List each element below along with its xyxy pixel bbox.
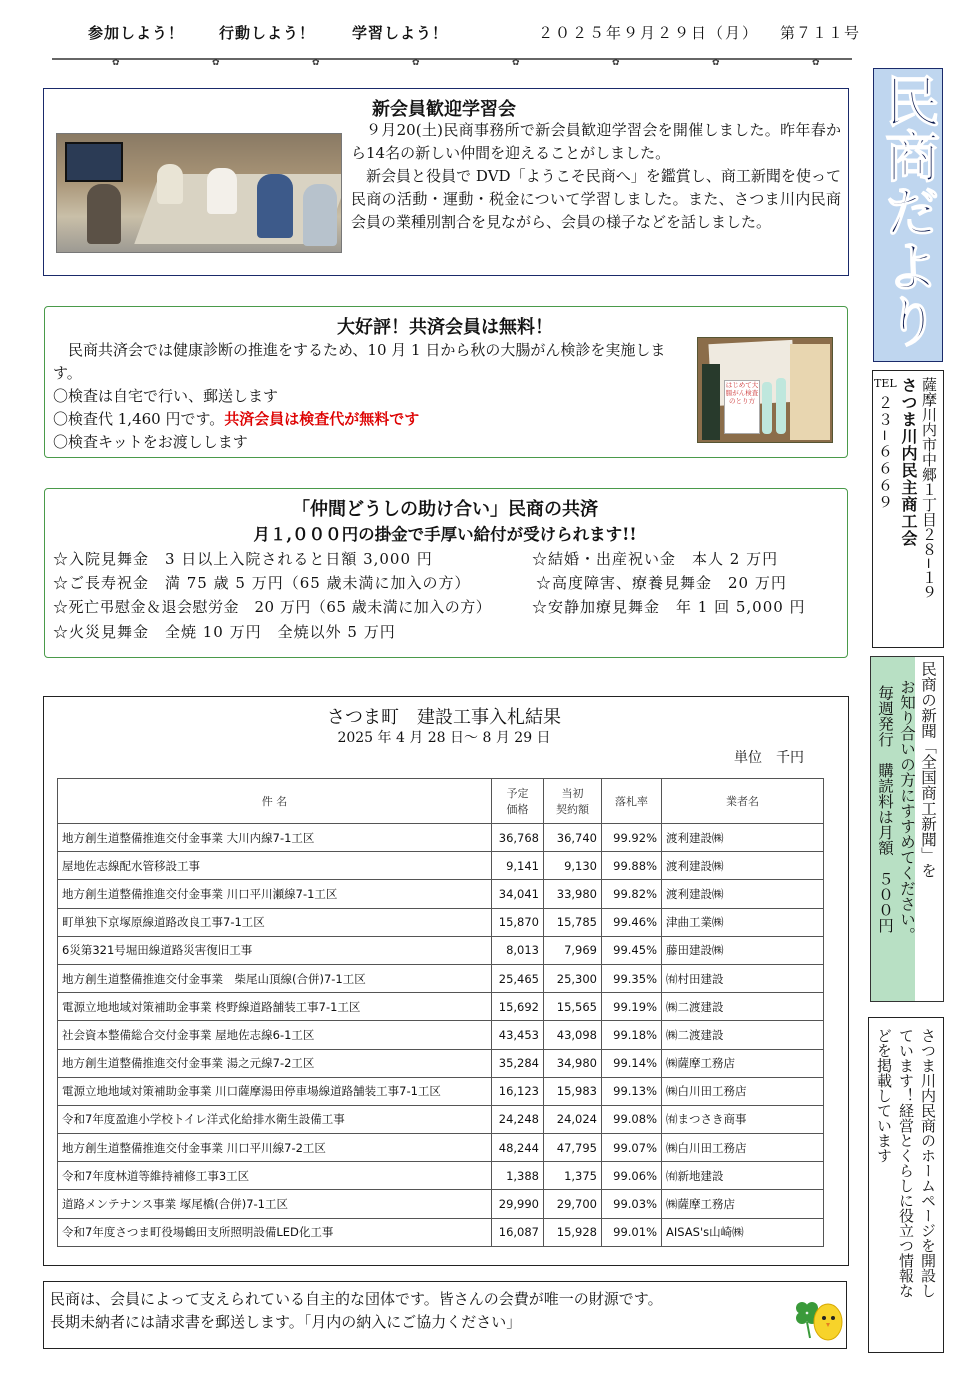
bid-company: 渡利建設㈱: [662, 824, 824, 852]
bid-company: ㈲まつさき商事: [662, 1105, 824, 1133]
table-row: [58, 936, 824, 964]
bid-name: 町単独下京塚原線道路改良工事7-1工区: [58, 908, 492, 936]
bids-unit: 単位 千円: [734, 750, 804, 766]
masthead-title: 民商だより: [876, 73, 940, 348]
bid-rate: 99.01%: [602, 1218, 662, 1246]
article-mutual-aid: [44, 488, 848, 658]
table-row: [58, 993, 824, 1021]
bids-title: さつま町 建設工事入札結果: [327, 707, 561, 728]
bid-name: 電源立地地域対策補助金事業 柊野線道路舗装工事7-1工区: [58, 993, 492, 1021]
bid-company: 藤田建設㈱: [662, 936, 824, 964]
svg-text:✿: ✿: [712, 58, 720, 66]
bid-name: 道路メンテナンス事業 塚尾橋(合併)7-1工区: [58, 1190, 492, 1218]
svg-text:✿: ✿: [812, 58, 820, 66]
svg-text:✿: ✿: [612, 58, 620, 66]
bid-results: [43, 696, 849, 1266]
bid-rate: 99.88%: [602, 852, 662, 880]
benefit-disability: ☆高度障害、療養見舞金 20 万円: [536, 574, 787, 592]
table-row: [58, 852, 824, 880]
bid-contract: 33,980: [544, 880, 602, 908]
bid-name: 地方創生道整備推進交付金事業 大川内線7-1工区: [58, 824, 492, 852]
bid-name: 屋地佐志線配水管移設工事: [58, 852, 492, 880]
article1-para2: 新会員と役員で DVD「ようこそ民商へ」を鑑賞し、商工新聞を使って民商の活動・運動・税金について学習しました。また、さつま川内民商会員の業種別割合を見ながら、会員の様子などを話しました。: [351, 167, 841, 231]
bid-rate: 99.92%: [602, 824, 662, 852]
col-contract-2: 契約額: [556, 803, 589, 816]
col-company: 業者名: [662, 779, 824, 824]
footer-line1: 民商は、会員によって支えられている自主的な団体です。皆さんの会費が唯一の財源です。: [50, 1290, 663, 1308]
org-name: さつま川内民主商工会: [899, 377, 918, 547]
bid-company: ㈱二渡建設: [662, 993, 824, 1021]
footer-line2: 長期未納者には請求書を郵送します。「月内の納入にご協力ください」: [50, 1313, 522, 1331]
newspaper-ad-line1: 民商の新聞「全国商工新聞」を: [919, 661, 937, 878]
article2-item1: 〇検査は自宅で行い、郵送します: [53, 387, 279, 405]
article2-item2: [53, 408, 419, 431]
homepage-ad-line1: さつま川内民商のホームページを開設し: [919, 1028, 937, 1298]
table-row: [58, 1162, 824, 1190]
test-kit-photo: [697, 337, 833, 443]
bid-name: 令和7年度林道等維持補修工事3工区: [58, 1162, 492, 1190]
col-contract-1: 当初: [561, 787, 584, 800]
bid-rate: 99.08%: [602, 1105, 662, 1133]
bid-contract: 29,700: [544, 1190, 602, 1218]
header-divider: [52, 52, 852, 66]
article1-title: 新会員歓迎学習会: [372, 99, 516, 120]
bid-name: 地方創生道整備推進交付金事業 川口平川瀬線7-1工区: [58, 880, 492, 908]
article3-subtitle: 月１,０００円の掛金で手厚い給付が受けられます!!: [253, 525, 637, 544]
bid-rate: 99.18%: [602, 1021, 662, 1049]
org-address: 薩摩川内市中郷１丁目２８−１９: [920, 377, 938, 600]
article-new-members: [43, 88, 849, 276]
svg-text:✿: ✿: [512, 58, 520, 66]
bid-rate: 99.03%: [602, 1190, 662, 1218]
bid-planned: 36,768: [492, 824, 544, 852]
bid-company: AISAS's山崎㈱: [662, 1218, 824, 1246]
homepage-ad: [868, 1017, 944, 1353]
table-row: [58, 964, 824, 992]
table-row: [58, 1190, 824, 1218]
article2-free-note: 共済会員は検査代が無料です: [224, 410, 420, 428]
bid-contract: 47,795: [544, 1134, 602, 1162]
bid-company: ㈱薩摩工務店: [662, 1049, 824, 1077]
bid-rate: 99.82%: [602, 880, 662, 908]
slogan-2: 行動しよう！: [219, 24, 316, 42]
bid-planned: 9,141: [492, 852, 544, 880]
newspaper-ad-line3: 毎週発行 購読料は月額 ５００円: [876, 685, 894, 933]
table-row: [58, 1049, 824, 1077]
bid-contract: 34,980: [544, 1049, 602, 1077]
bid-name: 電源立地地域対策補助金事業 川口薩摩湯田停車場線道路舗装工事7-1工区: [58, 1077, 492, 1105]
bid-company: ㈱白川田工務店: [662, 1077, 824, 1105]
article-cancer-screening: [44, 306, 848, 458]
bid-rate: 99.13%: [602, 1077, 662, 1105]
svg-text:✿: ✿: [412, 58, 420, 66]
bid-rate: 99.46%: [602, 908, 662, 936]
benefit-hospital: ☆入院見舞金 3 日以上入院されると日額 3,000 円: [53, 550, 433, 568]
org-tel: ２３−６６６９: [876, 395, 894, 512]
bid-name: 令和7年度さつま町役場鶴田支所照明設備LED化工事: [58, 1218, 492, 1246]
slogan-3: 学習しよう！: [352, 24, 449, 42]
bid-rate: 99.14%: [602, 1049, 662, 1077]
table-row: [58, 908, 824, 936]
bid-name: 地方創生道整備推進交付金事業 湯之元線7-2工区: [58, 1049, 492, 1077]
col-contract: [544, 779, 602, 824]
bid-company: 渡利建設㈱: [662, 880, 824, 908]
bid-company: ㈲新地建設: [662, 1162, 824, 1190]
table-row: [58, 824, 824, 852]
article2-item3: 〇検査キットをお渡しします: [53, 433, 248, 451]
table-row: [58, 1105, 824, 1133]
homepage-ad-line3: どを掲載しています: [875, 1028, 893, 1163]
bid-name: 社会資本整備総合交付金事業 屋地佐志線6-1工区: [58, 1021, 492, 1049]
issue-number: 第７１１号: [780, 24, 861, 42]
org-tel-label: TEL: [874, 377, 897, 390]
benefit-death: ☆死亡弔慰金＆退会慰労金 20 万円（65 歳未満に加入の方）: [53, 598, 492, 616]
meeting-photo: [56, 133, 342, 253]
table-row: [58, 1021, 824, 1049]
bid-planned: 25,465: [492, 964, 544, 992]
col-planned: [492, 779, 544, 824]
bid-contract: 7,969: [544, 936, 602, 964]
bid-rate: 99.07%: [602, 1134, 662, 1162]
bid-name: 地方創生道整備推進交付金事業 川口平川線7-2工区: [58, 1134, 492, 1162]
benefit-marriage: ☆結婚・出産祝い金 本人 2 万円: [532, 550, 779, 568]
bid-planned: 48,244: [492, 1134, 544, 1162]
bid-contract: 15,983: [544, 1077, 602, 1105]
bid-planned: 35,284: [492, 1049, 544, 1077]
article2-title: 大好評！共済会員は無料！: [337, 317, 553, 338]
footer-note: [43, 1281, 847, 1349]
benefit-rest: ☆安静加療見舞金 年 1 回 5,000 円: [532, 598, 806, 616]
masthead: [873, 68, 943, 362]
bid-planned: 16,123: [492, 1077, 544, 1105]
benefit-fire: ☆火災見舞金 全焼 10 万円 全焼以外 5 万円: [53, 623, 396, 641]
bid-contract: 1,375: [544, 1162, 602, 1190]
bid-contract: 36,740: [544, 824, 602, 852]
bid-contract: 15,928: [544, 1218, 602, 1246]
bid-contract: 9,130: [544, 852, 602, 880]
bid-company: ㈱二渡建設: [662, 1021, 824, 1049]
bid-company: 津曲工業㈱: [662, 908, 824, 936]
bids-period: 2025 年 4 月 28 日～ 8 月 29 日: [337, 730, 551, 746]
table-row: [58, 1218, 824, 1246]
col-planned-2: 価格: [506, 803, 529, 816]
bid-contract: 25,300: [544, 964, 602, 992]
svg-text:✿: ✿: [212, 58, 220, 66]
bid-planned: 29,990: [492, 1190, 544, 1218]
col-planned-1: 予定: [506, 787, 529, 800]
newspaper-ad-line2: お知り合いの方にすすめてください。: [898, 679, 916, 943]
bid-contract: 15,565: [544, 993, 602, 1021]
newspaper-ad: [870, 656, 944, 1002]
article1-para1: ９月20(土)民商事務所で新会員歓迎学習会を開催しました。昨年春から14名の新しい仲間を迎えることがしました。: [351, 121, 841, 162]
table-row: [58, 1077, 824, 1105]
bid-name: 6災第321号堀田線道路災害復旧工事: [58, 936, 492, 964]
bid-company: ㈱白川田工務店: [662, 1134, 824, 1162]
bid-planned: 1,388: [492, 1162, 544, 1190]
bid-name: 地方創生道整備推進交付金事業 柴尾山頂線(合併)7-1工区: [58, 964, 492, 992]
bid-rate: 99.06%: [602, 1162, 662, 1190]
bid-contract: 43,098: [544, 1021, 602, 1049]
col-name: 件 名: [58, 779, 492, 824]
slogan-1: 参加しよう！: [88, 24, 185, 42]
bid-contract: 24,024: [544, 1105, 602, 1133]
bid-planned: 15,870: [492, 908, 544, 936]
chick-clover-icon: [790, 1286, 846, 1346]
bid-company: ㈲村田建設: [662, 964, 824, 992]
bid-rate: 99.45%: [602, 936, 662, 964]
bid-rate: 99.19%: [602, 993, 662, 1021]
benefit-longevity: ☆ご長寿祝金 満 75 歳 5 万円（65 歳未満に加入の方）: [53, 574, 471, 592]
test-kit-booklet: はじめて大腸がん検査のとり方: [724, 380, 760, 434]
issue-date: ２０２５年９月２９日（月）: [538, 24, 760, 42]
article3-title: 「仲間どうしの助け合い」民商の共済: [292, 499, 598, 520]
table-row: [58, 880, 824, 908]
bid-rate: 99.35%: [602, 964, 662, 992]
bid-planned: 15,692: [492, 993, 544, 1021]
bid-planned: 16,087: [492, 1218, 544, 1246]
bid-planned: 8,013: [492, 936, 544, 964]
svg-text:✿: ✿: [312, 58, 320, 66]
article2-item2-text: 〇検査代 1,460 円です。: [53, 410, 225, 428]
article2-intro: 民商共済会では健康診断の推進をするため、10 月 1 日から秋の大腸がん検診を実施します。: [53, 341, 666, 382]
svg-text:✿: ✿: [112, 58, 120, 66]
bid-company: 渡利建設㈱: [662, 852, 824, 880]
bid-planned: 43,453: [492, 1021, 544, 1049]
homepage-ad-line2: ています！経営とくらしに役立つ情報な: [897, 1028, 915, 1298]
table-row: [58, 1134, 824, 1162]
bid-name: 令和7年度盈進小学校トイレ洋式化給排水衛生設備工事: [58, 1105, 492, 1133]
bid-company: ㈱薩摩工務店: [662, 1190, 824, 1218]
org-info: [872, 370, 944, 648]
bid-contract: 15,785: [544, 908, 602, 936]
col-rate: 落札率: [602, 779, 662, 824]
bids-table: [57, 778, 824, 1247]
bid-planned: 24,248: [492, 1105, 544, 1133]
bid-planned: 34,041: [492, 880, 544, 908]
